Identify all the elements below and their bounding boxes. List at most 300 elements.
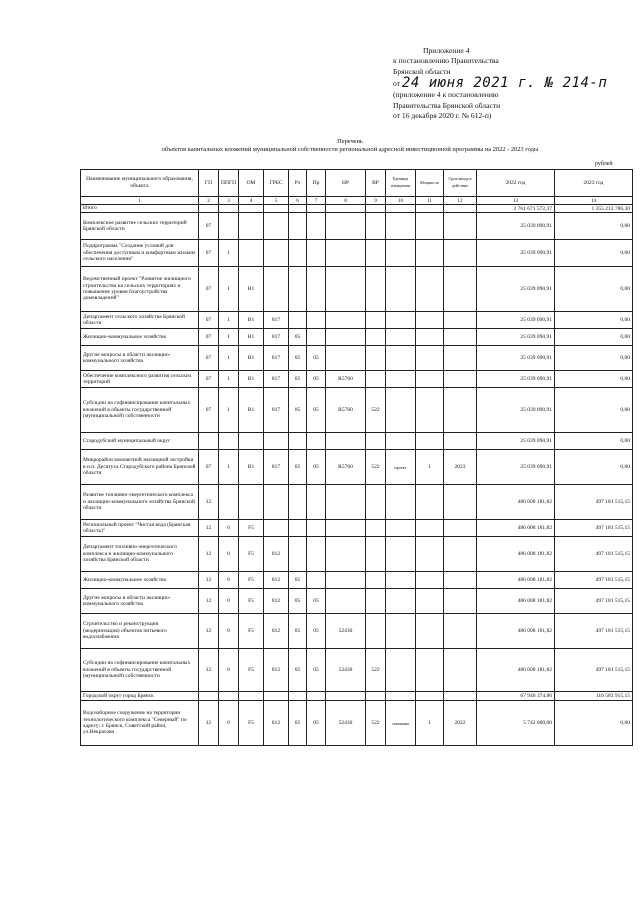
cell-ppgp: 1 (219, 450, 239, 485)
cell-rz: 05 (289, 346, 307, 371)
cell-name: Городской округ город Брянск (81, 692, 199, 701)
cell-pr: 05 (307, 649, 326, 692)
cell-vr (366, 312, 386, 329)
cell-grbs (264, 213, 289, 240)
header-cell: ВР (366, 170, 386, 197)
cell-rz: 05 (289, 371, 307, 388)
cell-power (416, 520, 444, 537)
cell-grbs: 812 (264, 701, 289, 746)
cell-ppgp (219, 692, 239, 701)
cell-term (444, 485, 477, 520)
cell-rz (289, 240, 307, 267)
cell-vr (366, 589, 386, 614)
cell-y2023: 116 583 915,15 (555, 692, 633, 701)
appendix-date-prefix: от (393, 79, 401, 89)
cell-ppgp (219, 433, 239, 450)
cell-y2023: 497 181 515,15 (555, 649, 633, 692)
cell-y2023: 0,00 (555, 267, 633, 312)
cell-vr (366, 329, 386, 346)
cell-gp: 07 (199, 450, 219, 485)
cell-pr: 05 (307, 388, 326, 433)
header-cell: Пр (307, 170, 326, 197)
cell-om (239, 433, 264, 450)
cell-name: Другие вопросы в области жилищно-коммунального хозяйства (81, 589, 199, 614)
cell-rz (289, 312, 307, 329)
table-row (81, 433, 633, 450)
cell-om: В1 (239, 346, 264, 371)
cell-gp: 12 (199, 520, 219, 537)
cell-y2023: 0,00 (555, 450, 633, 485)
column-number: 7 (307, 197, 326, 205)
cell-pr (307, 213, 326, 240)
cell-ppgp: 0 (219, 572, 239, 589)
cell-name: Комплексное развитие сельских территорий Брянской области (81, 213, 199, 240)
cell-power (416, 388, 444, 433)
cell-rz (289, 520, 307, 537)
table-row (81, 701, 633, 746)
cell-y2022: 486 008 181,82 (477, 537, 555, 572)
cell-y2023: 0,00 (555, 346, 633, 371)
cell-vr: 522 (366, 701, 386, 746)
cell-rz: 05 (289, 614, 307, 649)
cell-nr: 52430 (326, 614, 366, 649)
cell-om: В1 (239, 371, 264, 388)
cell-ppgp (219, 213, 239, 240)
table-row (81, 572, 633, 589)
cell-nr: 52430 (326, 649, 366, 692)
appendix-date-line (393, 77, 633, 90)
cell-rz: 05 (289, 572, 307, 589)
cell-y2023: 497 181 515,15 (555, 572, 633, 589)
cell-unit: проект (386, 450, 416, 485)
table-row (81, 346, 633, 371)
table-header-row (81, 170, 633, 197)
table-row (81, 589, 633, 614)
cell-grbs: 817 (264, 371, 289, 388)
cell-gp: 12 (199, 589, 219, 614)
table-row (81, 240, 633, 267)
cell-term (444, 312, 477, 329)
cell-grbs (264, 267, 289, 312)
cell-gp: 07 (199, 346, 219, 371)
cell-ppgp: 0 (219, 537, 239, 572)
header-cell: Рз (289, 170, 307, 197)
cell-pr (307, 205, 326, 213)
table-row (81, 388, 633, 433)
cell-grbs (264, 433, 289, 450)
cell-unit (386, 649, 416, 692)
cell-unit (386, 329, 416, 346)
cell-unit (386, 485, 416, 520)
cell-power (416, 205, 444, 213)
cell-om: В1 (239, 329, 264, 346)
cell-nr (326, 572, 366, 589)
cell-power (416, 213, 444, 240)
cell-gp: 07 (199, 371, 219, 388)
cell-power (416, 589, 444, 614)
header-cell: ГП (199, 170, 219, 197)
cell-gp (199, 692, 219, 701)
header-cell: Наименование муниципального образования, объекта (81, 170, 199, 197)
cell-grbs: 812 (264, 589, 289, 614)
cell-term (444, 572, 477, 589)
table-row (81, 205, 633, 213)
cell-pr (307, 520, 326, 537)
cell-om (239, 213, 264, 240)
cell-om (239, 692, 264, 701)
appendix-block (393, 46, 633, 121)
cell-gp: 07 (199, 388, 219, 433)
cell-y2022: 25 039 090,91 (477, 267, 555, 312)
cell-power (416, 267, 444, 312)
cell-y2023: 0,00 (555, 312, 633, 329)
cell-grbs (264, 240, 289, 267)
cell-power (416, 537, 444, 572)
cell-y2023: 0,00 (555, 371, 633, 388)
cell-pr: 05 (307, 701, 326, 746)
cell-ppgp: 0 (219, 520, 239, 537)
cell-om: F5 (239, 537, 264, 572)
cell-power (416, 371, 444, 388)
cell-y2022: 486 008 181,82 (477, 520, 555, 537)
investment-table (80, 169, 633, 746)
cell-om: В1 (239, 450, 264, 485)
cell-gp: 12 (199, 701, 219, 746)
cell-power: 1 (416, 701, 444, 746)
cell-rz (289, 537, 307, 572)
cell-rz (289, 485, 307, 520)
cell-vr: 522 (366, 649, 386, 692)
cell-rz: 05 (289, 701, 307, 746)
cell-om: F5 (239, 614, 264, 649)
cell-gp: 12 (199, 649, 219, 692)
cell-nr (326, 485, 366, 520)
cell-power (416, 240, 444, 267)
table-row (81, 614, 633, 649)
column-number: 6 (289, 197, 307, 205)
column-number: 13 (477, 197, 555, 205)
cell-y2023: 1 355 212 786,30 (555, 205, 633, 213)
cell-vr (366, 485, 386, 520)
cell-nr (326, 692, 366, 701)
column-number: 10 (386, 197, 416, 205)
cell-unit (386, 205, 416, 213)
appendix-title: Приложение 4 (423, 46, 470, 55)
cell-power (416, 329, 444, 346)
cell-grbs (264, 205, 289, 213)
cell-om: F5 (239, 701, 264, 746)
cell-name: Микрорайон компактной жилищной застройки в н.п. Десятуха Стародубского района Брянской области (81, 450, 199, 485)
cell-name: Субсидии на софинансирование капитальных вложений в объекты государственной (муниципальной) собственности (81, 649, 199, 692)
cell-y2022: 25 039 090,91 (477, 371, 555, 388)
column-number: 1 (81, 197, 199, 205)
cell-name: Стародубский муниципальный округ (81, 433, 199, 450)
cell-ppgp: 1 (219, 267, 239, 312)
cell-rz: 05 (289, 329, 307, 346)
cell-ppgp: 0 (219, 614, 239, 649)
appendix-handwritten-date: 24 июня 2021 г. № 214-п (401, 75, 608, 92)
appendix-line-2: к постановлению Правительства (393, 56, 499, 66)
cell-name: Подпрограмма "Создание условий для обеспечения доступным и комфортным жильем сельского населения" (81, 240, 199, 267)
cell-unit (386, 572, 416, 589)
cell-y2023: 0,00 (555, 433, 633, 450)
cell-y2022: 25 039 090,91 (477, 329, 555, 346)
cell-term (444, 240, 477, 267)
table-row (81, 213, 633, 240)
cell-vr (366, 371, 386, 388)
cell-grbs: 812 (264, 537, 289, 572)
cell-term (444, 267, 477, 312)
cell-gp (199, 433, 219, 450)
cell-gp: 07 (199, 213, 219, 240)
cell-term (444, 589, 477, 614)
cell-om: F5 (239, 589, 264, 614)
table-row (81, 537, 633, 572)
cell-y2022: 25 039 090,91 (477, 240, 555, 267)
cell-term (444, 346, 477, 371)
column-number: 2 (199, 197, 219, 205)
cell-term (444, 329, 477, 346)
cell-vr (366, 572, 386, 589)
table-row (81, 692, 633, 701)
cell-power: 1 (416, 450, 444, 485)
cell-unit (386, 433, 416, 450)
appendix-line-3: Брянской области (393, 66, 451, 76)
cell-rz (289, 213, 307, 240)
cell-y2022: 25 039 090,91 (477, 450, 555, 485)
cell-pr: 05 (307, 614, 326, 649)
cell-pr (307, 433, 326, 450)
cell-nr (326, 213, 366, 240)
cell-vr: 522 (366, 450, 386, 485)
table-row (81, 371, 633, 388)
cell-ppgp: 0 (219, 649, 239, 692)
table-row (81, 329, 633, 346)
cell-term (444, 614, 477, 649)
cell-pr: 05 (307, 346, 326, 371)
column-number: 5 (264, 197, 289, 205)
column-number: 11 (416, 197, 444, 205)
cell-rz: 05 (289, 589, 307, 614)
cell-om: F5 (239, 520, 264, 537)
cell-pr (307, 572, 326, 589)
table-row (81, 649, 633, 692)
cell-nr (326, 346, 366, 371)
cell-y2023: 0,00 (555, 329, 633, 346)
cell-rz (289, 692, 307, 701)
cell-name: Обеспечение комплексного развития сельских территорий (81, 371, 199, 388)
cell-term (444, 520, 477, 537)
cell-power (416, 649, 444, 692)
cell-unit (386, 692, 416, 701)
header-cell: Единица измерения (386, 170, 416, 197)
cell-vr (366, 205, 386, 213)
cell-vr (366, 346, 386, 371)
cell-y2023: 0,00 (555, 388, 633, 433)
cell-pr (307, 537, 326, 572)
column-number: 9 (366, 197, 386, 205)
cell-term (444, 537, 477, 572)
cell-vr: 522 (366, 388, 386, 433)
cell-gp: 12 (199, 485, 219, 520)
cell-pr (307, 312, 326, 329)
header-cell: Мощность (416, 170, 444, 197)
cell-ppgp: 1 (219, 329, 239, 346)
cell-y2022: 25 039 090,91 (477, 388, 555, 433)
cell-gp: 07 (199, 240, 219, 267)
cell-y2023: 497 181 515,15 (555, 485, 633, 520)
cell-nr (326, 205, 366, 213)
cell-term (444, 433, 477, 450)
cell-power (416, 692, 444, 701)
cell-pr: 05 (307, 589, 326, 614)
cell-y2022: 25 039 090,91 (477, 312, 555, 329)
cell-unit (386, 614, 416, 649)
cell-name: Другие вопросы в области жилищно-коммунального хозяйства (81, 346, 199, 371)
cell-y2022: 5 742 000,00 (477, 701, 555, 746)
document-title: Перечень (337, 138, 363, 145)
cell-pr: 05 (307, 371, 326, 388)
cell-term (444, 213, 477, 240)
cell-grbs: 812 (264, 649, 289, 692)
cell-nr (326, 589, 366, 614)
cell-vr (366, 267, 386, 312)
cell-rz: 05 (289, 388, 307, 433)
cell-name: Региональный проект "Чистая вода (Брянская область)" (81, 520, 199, 537)
cell-unit (386, 589, 416, 614)
header-cell: ГРБС (264, 170, 289, 197)
column-number: 14 (555, 197, 633, 205)
cell-pr (307, 692, 326, 701)
cell-y2023: 0,00 (555, 701, 633, 746)
cell-grbs: 812 (264, 572, 289, 589)
table-row (81, 267, 633, 312)
cell-nr (326, 267, 366, 312)
cell-om: В1 (239, 312, 264, 329)
cell-name: Субсидии на софинансирование капитальных вложений в объекты государственной (муниципальной) собственности (81, 388, 199, 433)
cell-nr (326, 537, 366, 572)
cell-grbs: 817 (264, 312, 289, 329)
cell-nr (326, 312, 366, 329)
cell-name: Жилищно-коммунальное хозяйство (81, 572, 199, 589)
cell-power (416, 346, 444, 371)
cell-power (416, 485, 444, 520)
cell-nr (326, 520, 366, 537)
cell-vr (366, 614, 386, 649)
cell-y2023: 497 181 515,15 (555, 520, 633, 537)
cell-grbs: 817 (264, 388, 289, 433)
cell-y2022: 486 008 181,82 (477, 649, 555, 692)
cell-nr (326, 240, 366, 267)
cell-name: Итого (81, 205, 199, 213)
cell-grbs (264, 485, 289, 520)
column-number: 4 (239, 197, 264, 205)
cell-power (416, 572, 444, 589)
cell-y2023: 497 181 515,15 (555, 537, 633, 572)
cell-ppgp: 0 (219, 589, 239, 614)
cell-om: F5 (239, 572, 264, 589)
cell-power (416, 433, 444, 450)
cell-ppgp (219, 485, 239, 520)
cell-gp: 12 (199, 537, 219, 572)
cell-unit (386, 371, 416, 388)
cell-term (444, 692, 477, 701)
cell-pr (307, 267, 326, 312)
cell-gp: 07 (199, 329, 219, 346)
cell-gp: 07 (199, 267, 219, 312)
header-cell: Срок ввода в действие (444, 170, 477, 197)
cell-y2023: 0,00 (555, 213, 633, 240)
cell-vr (366, 433, 386, 450)
cell-rz (289, 433, 307, 450)
cell-gp (199, 205, 219, 213)
cell-vr (366, 692, 386, 701)
cell-vr (366, 520, 386, 537)
cell-power (416, 312, 444, 329)
cell-name: Жилищно-коммунальное хозяйство (81, 329, 199, 346)
cell-nr: 52430 (326, 701, 366, 746)
cell-y2022: 67 940 374,86 (477, 692, 555, 701)
cell-grbs: 812 (264, 614, 289, 649)
cell-ppgp: 1 (219, 240, 239, 267)
cell-term (444, 388, 477, 433)
cell-grbs: 817 (264, 450, 289, 485)
cell-grbs (264, 520, 289, 537)
cell-nr: R5760 (326, 450, 366, 485)
cell-ppgp: 0 (219, 701, 239, 746)
cell-om (239, 240, 264, 267)
cell-name: Департамент топливно-энергетического комплекса и жилищно-коммунального хозяйства Брянской области (81, 537, 199, 572)
cell-unit: скважина (386, 701, 416, 746)
cell-nr: R5760 (326, 371, 366, 388)
cell-ppgp: 1 (219, 371, 239, 388)
cell-y2022: 25 039 090,91 (477, 433, 555, 450)
cell-y2022: 486 008 181,82 (477, 572, 555, 589)
header-cell: 2022 год (477, 170, 555, 197)
cell-vr (366, 537, 386, 572)
table-row (81, 520, 633, 537)
cell-grbs (264, 692, 289, 701)
cell-rz: 05 (289, 450, 307, 485)
header-cell: ППГП (219, 170, 239, 197)
header-cell: ОМ (239, 170, 264, 197)
appendix-line-5: (приложение 4 к постановлению (393, 90, 499, 100)
cell-grbs: 817 (264, 346, 289, 371)
cell-term: 2022 (444, 701, 477, 746)
cell-unit (386, 312, 416, 329)
cell-unit (386, 267, 416, 312)
cell-name: Департамент сельского хозяйства Брянской области (81, 312, 199, 329)
cell-y2022: 486 008 181,82 (477, 589, 555, 614)
cell-gp: 12 (199, 614, 219, 649)
header-cell: 2023 год (555, 170, 633, 197)
cell-y2023: 497 181 515,15 (555, 589, 633, 614)
cell-pr (307, 329, 326, 346)
table-row (81, 450, 633, 485)
cell-term (444, 649, 477, 692)
column-number: 8 (326, 197, 366, 205)
column-number: 3 (219, 197, 239, 205)
table-row (81, 312, 633, 329)
cell-om: В1 (239, 388, 264, 433)
cell-rz (289, 205, 307, 213)
cell-ppgp: 1 (219, 388, 239, 433)
cell-gp: 07 (199, 312, 219, 329)
cell-pr (307, 485, 326, 520)
cell-y2023: 0,00 (555, 240, 633, 267)
cell-y2023: 497 181 515,15 (555, 614, 633, 649)
cell-y2022: 486 008 181,82 (477, 485, 555, 520)
